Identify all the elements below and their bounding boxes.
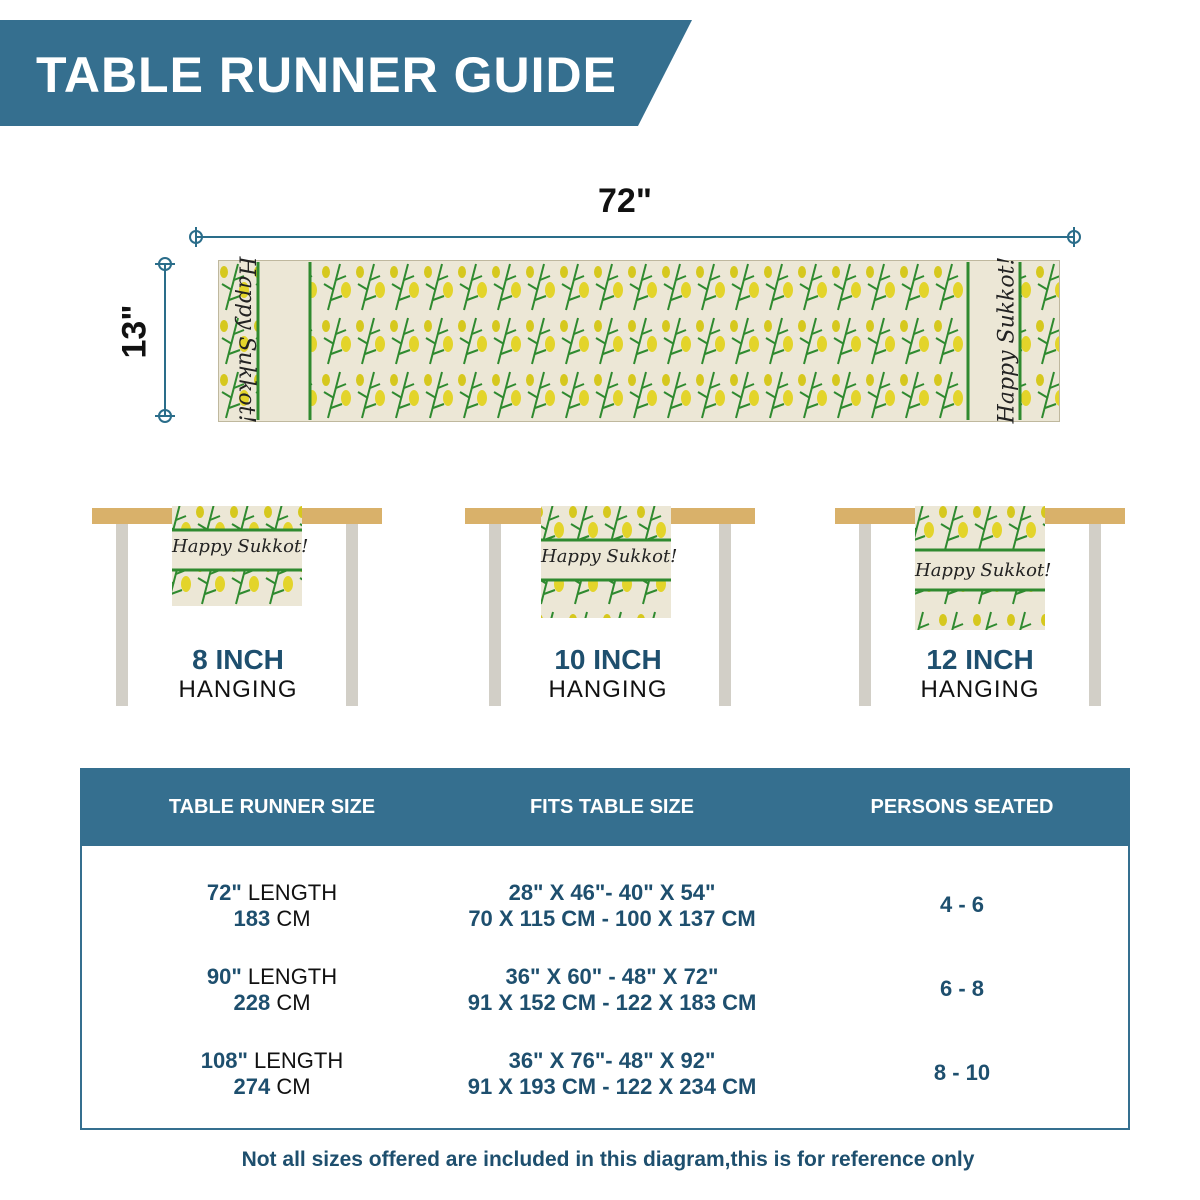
runner-cm-unit: CM bbox=[276, 990, 311, 1015]
table-row-fits-size bbox=[422, 964, 802, 1016]
table-row-runner-size bbox=[142, 964, 402, 1016]
fits-size-in: 36" X 60" - 48" X 72" bbox=[505, 964, 719, 989]
hanging-size-12: 12 INCH bbox=[926, 644, 1034, 675]
width-label: 72" bbox=[598, 182, 652, 220]
runner-length-in: 90" bbox=[206, 964, 242, 989]
hanging-label-12: HANGING bbox=[920, 676, 1040, 703]
table-row-fits-size bbox=[422, 880, 802, 932]
hanging-size-10: 10 INCH bbox=[554, 644, 662, 675]
runner-length-unit: LENGTH bbox=[247, 964, 338, 989]
runner-length-unit: LENGTH bbox=[247, 880, 338, 905]
hanging-text-10: Happy Sukkot! bbox=[541, 546, 678, 567]
runner-length-cm: 183 bbox=[233, 906, 271, 931]
hanging-size-8: 8 INCH bbox=[192, 644, 284, 675]
runner-length-cm: 228 bbox=[233, 990, 271, 1015]
size-table bbox=[80, 768, 1130, 1130]
page-title: TABLE RUNNER GUIDE bbox=[36, 47, 617, 103]
table-row-fits-size bbox=[422, 1048, 802, 1100]
hanging-text-12: Happy Sukkot! bbox=[915, 560, 1052, 581]
persons-seated-value: 6 - 8 bbox=[939, 976, 985, 1001]
runner-text-right: Happy Sukkot! bbox=[994, 256, 1020, 424]
size-table-header bbox=[82, 770, 1128, 846]
runner-cm-unit: CM bbox=[276, 1074, 311, 1099]
header-fits-table: FITS TABLE SIZE bbox=[529, 796, 695, 818]
runner-text-left: Happy Sukkot! bbox=[233, 256, 259, 424]
runner-length-in: 72" bbox=[206, 880, 242, 905]
fits-size-cm: 91 X 193 CM - 122 X 234 CM bbox=[467, 1074, 757, 1099]
height-label: 13" bbox=[115, 304, 154, 359]
width-dimension-line bbox=[180, 222, 1090, 252]
header-persons-seated: PERSONS SEATED bbox=[870, 796, 1054, 818]
fits-size-cm: 70 X 115 CM - 100 X 137 CM bbox=[468, 906, 756, 931]
table-row-runner-size bbox=[142, 1048, 402, 1100]
table-row-runner-size bbox=[142, 880, 402, 932]
hanging-text-8: Happy Sukkot! bbox=[172, 536, 309, 557]
persons-seated-value: 4 - 6 bbox=[939, 892, 985, 917]
reference-note: Not all sizes offered are included in this diagram,this is for reference only bbox=[241, 1148, 975, 1171]
hanging-label-10: HANGING bbox=[548, 676, 668, 703]
runner-length-unit: LENGTH bbox=[254, 1048, 344, 1073]
runner-length-cm: 274 bbox=[233, 1074, 271, 1099]
hanging-label-8: HANGING bbox=[178, 676, 298, 703]
header-runner-size: TABLE RUNNER SIZE bbox=[168, 796, 376, 818]
persons-seated-value: 8 - 10 bbox=[933, 1060, 991, 1085]
table-runner-illustration bbox=[218, 260, 1060, 422]
runner-cm-unit: CM bbox=[276, 906, 311, 931]
fits-size-in: 28" X 46"- 40" X 54" bbox=[508, 880, 716, 905]
fits-size-cm: 91 X 152 CM - 122 X 183 CM bbox=[467, 990, 757, 1015]
fits-size-in: 36" X 76"- 48" X 92" bbox=[508, 1048, 716, 1073]
runner-length-in: 108" bbox=[200, 1048, 248, 1073]
